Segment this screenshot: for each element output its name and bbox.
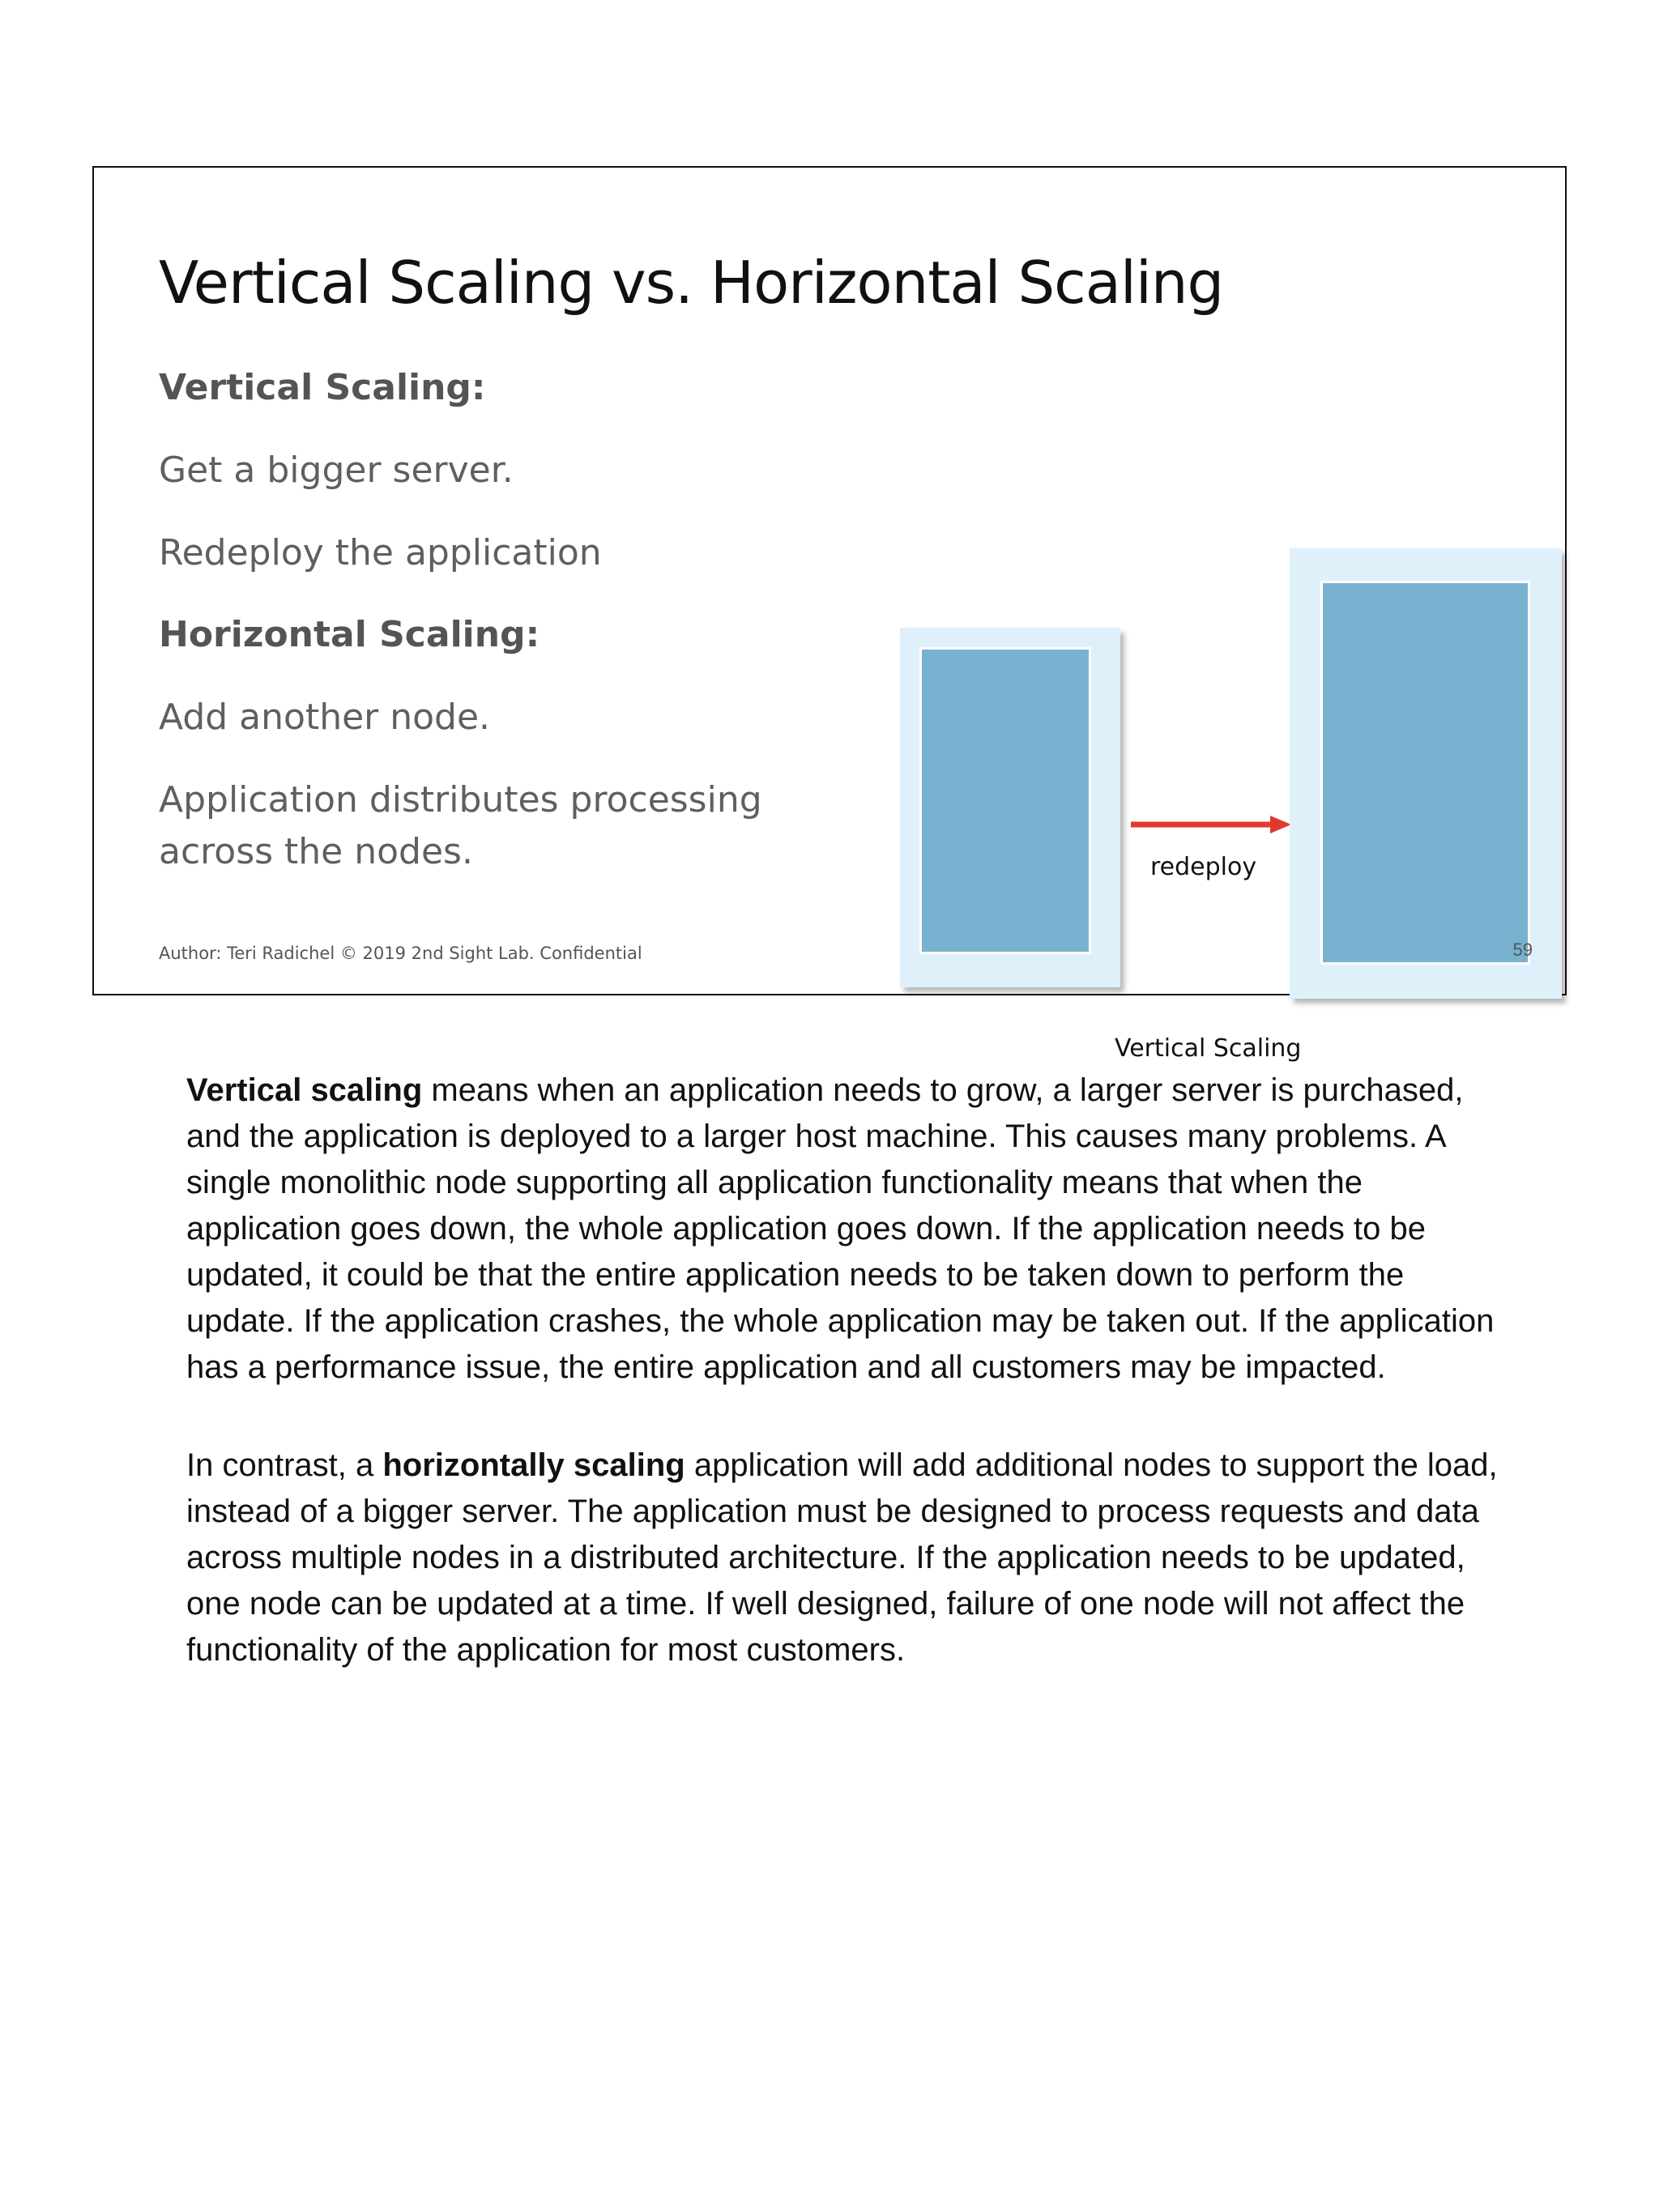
redeploy-arrow-icon (1131, 812, 1293, 837)
notes-horizontal-scaling-term: horizontally scaling (382, 1447, 685, 1483)
horizontal-scaling-heading: Horizontal Scaling: (159, 614, 540, 656)
notes-vertical-text: means when an application needs to grow, a larger server is purchased, and the application is deployed to a larger host machine. This causes many problems. A single monolithic node supporting all application functionality means that when the application goes down, the whole application goes down. If the application needs to be updated, it could be that the entire application needs to be taken down to perform the update. If the application crashes, the whole application may be taken out. If the application has a performance issue, the entire application and all customers may be impacted. (186, 1072, 1495, 1385)
slide-number: 59 (1512, 940, 1533, 960)
horizontal-item-distributes (159, 774, 823, 878)
small-server-inner (919, 647, 1091, 954)
arrow-head (1270, 816, 1291, 833)
vertical-item-redeploy: Redeploy the application (159, 531, 602, 573)
notes-paragraph-vertical (186, 1068, 1499, 1391)
horizontal-item-distributes-line1: Application distributes processing (159, 778, 762, 820)
notes-vertical-scaling-term: Vertical scaling (186, 1072, 423, 1108)
diagram-caption: Vertical Scaling (1115, 1034, 1302, 1063)
vertical-scaling-heading: Vertical Scaling: (159, 367, 486, 408)
speaker-notes (186, 1068, 1499, 1725)
slide (92, 166, 1567, 1063)
notes-horizontal-prefix: In contrast, a (186, 1447, 383, 1483)
small-server-box (900, 628, 1120, 987)
horizontal-item-distributes-line2: across the nodes. (159, 830, 473, 872)
vertical-item-bigger-server: Get a bigger server. (159, 449, 514, 491)
notes-horizontal-text: application will add additional nodes to support the load, instead of a bigger server. The application must be designed to process requests and data across multiple nodes in a distributed architecture. If the application needs to be updated, one node can be updated at a time. If well designed, failure of one node will not affect the functionality of the application for most customers. (186, 1447, 1498, 1668)
slide-footer-author: Author: Teri Radichel © 2019 2nd Sight Lab. Confidential (159, 944, 642, 963)
notes-paragraph-horizontal (186, 1443, 1499, 1673)
big-server-box (1290, 548, 1562, 999)
horizontal-item-add-node: Add another node. (159, 697, 491, 739)
redeploy-label: redeploy (1150, 853, 1257, 881)
vertical-scaling-diagram (807, 370, 1520, 1063)
slide-title: Vertical Scaling vs. Horizontal Scaling (159, 249, 1224, 317)
big-server-inner (1320, 581, 1530, 965)
slide-bullets (159, 362, 823, 909)
